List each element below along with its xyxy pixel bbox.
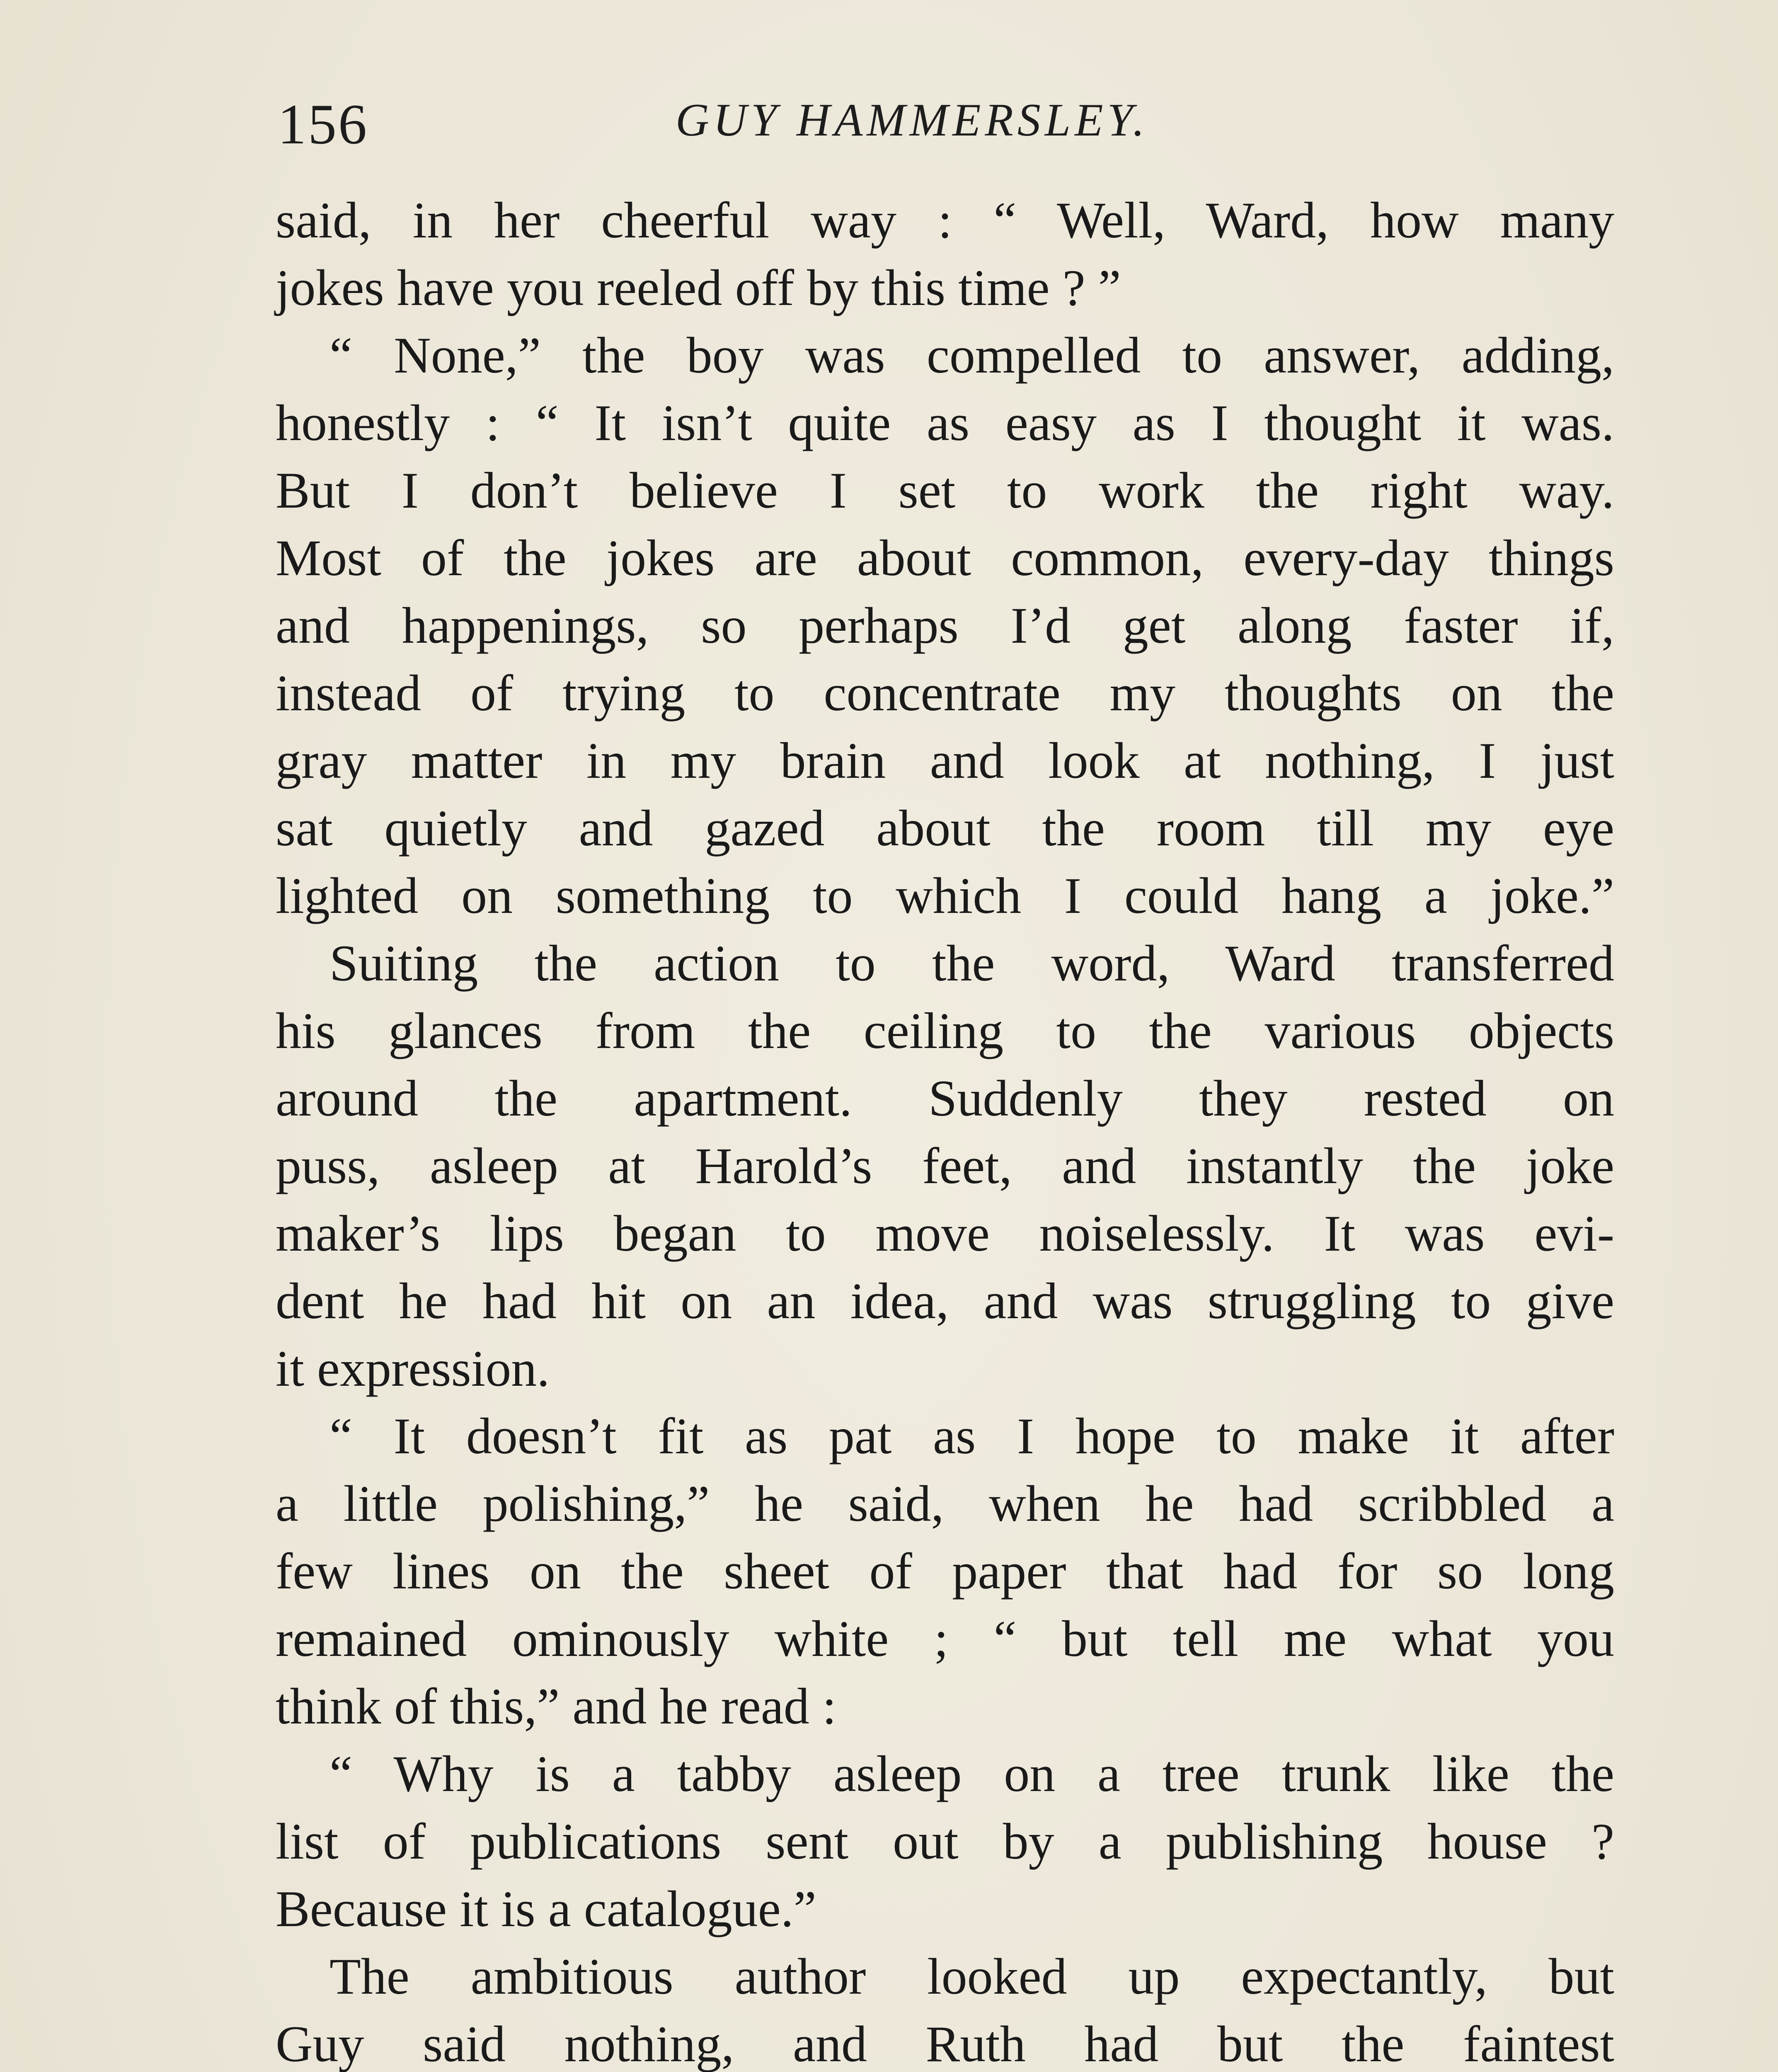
text-line: Most of the jokes are about common, every-day things [276, 530, 1614, 586]
text-line: his glances from the ceiling to the various objects [276, 1002, 1614, 1059]
text-line: The ambitious author looked up expectantly, but [329, 1948, 1614, 2005]
text-line: it expression. [276, 1340, 550, 1397]
page-number: 156 [278, 92, 368, 156]
page-header [278, 83, 1612, 166]
text-line: and happenings, so perhaps I’d get along faster if, [276, 597, 1614, 654]
text-line: dent he had hit on an idea, and was struggling to give [276, 1273, 1614, 1329]
text-line: Suiting the action to the word, Ward transferred [329, 935, 1614, 992]
text-line: puss, asleep at Harold’s feet, and instantly the joke [276, 1138, 1614, 1194]
text-line: around the apartment. Suddenly they rested on [276, 1070, 1614, 1127]
text-line: gray matter in my brain and look at nothing, I just [276, 732, 1614, 789]
text-line: jokes have you reeled off by this time ? ” [276, 259, 1121, 316]
text-line: “ It doesn’t fit as pat as I hope to make it after [329, 1408, 1614, 1464]
text-line: a little polishing,” he said, when he had scribbled a [276, 1475, 1614, 1532]
text-line: think of this,” and he read : [276, 1678, 837, 1735]
text-line: remained ominously white ; “ but tell me what you [276, 1610, 1614, 1667]
text-line: list of publications sent out by a publishing house ? [276, 1813, 1614, 1870]
text-line: few lines on the sheet of paper that had for so long [276, 1543, 1614, 1600]
body-text [276, 186, 1614, 2072]
text-line: maker’s lips began to move noiselessly. It was evi- [276, 1205, 1614, 1262]
text-line: honestly : “ It isn’t quite as easy as I thought it was. [276, 395, 1614, 451]
text-line: sat quietly and gazed about the room till my eye [276, 800, 1614, 857]
text-line: But I don’t believe I set to work the right way. [276, 462, 1614, 519]
text-line: lighted on something to which I could hang a joke.” [276, 867, 1614, 924]
text-line: “ None,” the boy was compelled to answer, adding, [329, 327, 1614, 384]
text-line: Guy said nothing, and Ruth had but the faintest [276, 2016, 1614, 2072]
text-line: said, in her cheerful way : “ Well, Ward, how many [276, 192, 1614, 249]
text-line: “ Why is a tabby asleep on a tree trunk like the [329, 1745, 1614, 1802]
text-line: instead of trying to concentrate my thoughts on the [276, 665, 1614, 721]
running-head: GUY HAMMERSLEY. [676, 94, 1149, 146]
text-line: Because it is a catalogue.” [276, 1881, 816, 1937]
